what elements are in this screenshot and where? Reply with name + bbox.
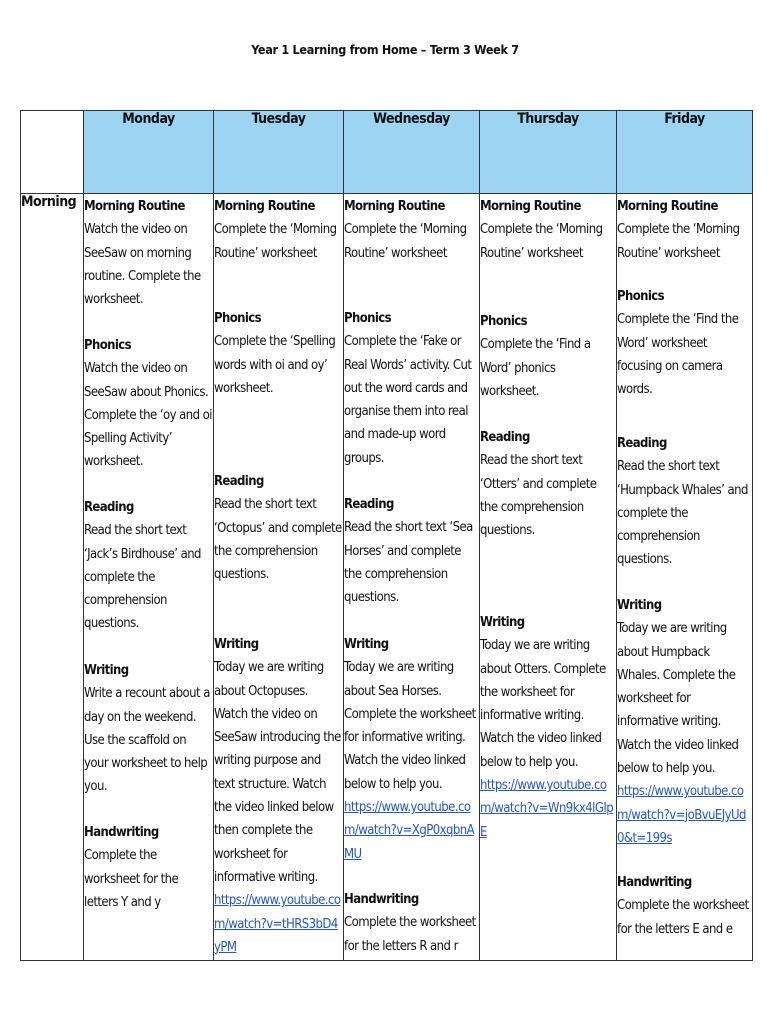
heading-morning-routine: Morning Routine — [480, 199, 581, 214]
youtube-link[interactable]: https://www.youtube.com/watch?v=Wn9kx4lGIpE — [480, 778, 614, 840]
heading-writing: Writing — [480, 615, 525, 630]
heading-writing: Writing — [617, 598, 662, 613]
task-text: Complete the ‘Find the Word’ worksheet focusing on camera words. — [617, 312, 739, 398]
cell-thursday — [480, 194, 617, 961]
task-text: Today we are writing about Sea Horses. Complete the worksheet for informative writing. Watch the video linked below to help you. — [344, 660, 476, 792]
task-text: Complete the ‘Fake or Real Words’ activity. Cut out the word cards and organise them into real and made-up word groups. — [344, 334, 472, 466]
heading-morning-routine: Morning Routine — [617, 199, 718, 214]
cell-monday — [84, 194, 214, 961]
cell-friday — [617, 194, 753, 961]
row-label-morning: Morning — [21, 194, 84, 961]
header-row — [21, 111, 753, 194]
task-text: Complete the ‘Find a Word’ phonics worksheet. — [480, 337, 591, 399]
task-text: Write a recount about a day on the weekend. Use the scaffold on your worksheet to help you. — [84, 686, 210, 795]
task-text: Read the short text ‘Otters’ and complete the comprehension questions. — [480, 453, 597, 539]
day-header-tuesday: Tuesday — [214, 111, 344, 194]
heading-reading: Reading — [617, 436, 667, 451]
youtube-link[interactable]: https://www.youtube.com/watch?v=joBvuEJyUd0&t=199s — [617, 784, 746, 846]
task-text: Read the short text ‘Humpback Whales’ and complete the comprehension questions. — [617, 459, 748, 568]
morning-row — [21, 194, 753, 961]
heading-morning-routine: Morning Routine — [84, 199, 185, 214]
youtube-link[interactable]: https://www.youtube.com/watch?v=tHRS3bD4yPM — [214, 893, 341, 955]
heading-reading: Reading — [84, 500, 134, 515]
task-text: Read the short text ‘Octopus’ and complete the comprehension questions. — [214, 497, 342, 583]
task-text: Complete the ‘Spelling words with oi and oy’ worksheet. — [214, 334, 336, 396]
task-text: Complete the ‘Morning Routine’ worksheet — [480, 222, 603, 261]
task-text: Today we are writing about Humpback Whales. Complete the worksheet for informative writing. Watch the video linked below to help you. — [617, 621, 739, 777]
task-text: Read the short text ‘Sea Horses’ and complete the comprehension questions. — [344, 520, 473, 606]
heading-reading: Reading — [480, 430, 530, 445]
task-text: Complete the ‘Morning Routine’ worksheet — [344, 222, 467, 261]
heading-phonics: Phonics — [84, 338, 131, 353]
heading-phonics: Phonics — [214, 311, 261, 326]
cell-wednesday — [344, 194, 480, 961]
heading-handwriting: Handwriting — [84, 825, 159, 840]
task-text: Complete the ‘Morning Routine’ worksheet — [617, 222, 740, 261]
task-text: Read the short text ‘Jack’s Birdhouse’ and complete the comprehension questions. — [84, 523, 201, 632]
page-title: Year 1 Learning from Home – Term 3 Week 7 — [251, 42, 519, 57]
corner-cell — [21, 111, 84, 194]
heading-writing: Writing — [344, 637, 389, 652]
task-text: Complete the worksheet for the letters R and r — [344, 915, 476, 954]
heading-morning-routine: Morning Routine — [344, 199, 445, 214]
cell-tuesday — [214, 194, 344, 961]
heading-phonics: Phonics — [480, 314, 527, 329]
task-text: Watch the video on SeeSaw on morning routine. Complete the worksheet. — [84, 222, 201, 308]
day-header-wednesday: Wednesday — [344, 111, 480, 194]
heading-morning-routine: Morning Routine — [214, 199, 315, 214]
task-text: Watch the video on SeeSaw about Phonics. Complete the ‘oy and oi Spelling Activity’ worksheet. — [84, 361, 212, 470]
heading-writing: Writing — [84, 663, 129, 678]
day-header-friday: Friday — [617, 111, 753, 194]
heading-handwriting: Handwriting — [344, 892, 419, 907]
task-text: Complete the ‘Morning Routine’ worksheet — [214, 222, 337, 261]
youtube-link[interactable]: https://www.youtube.com/watch?v=XgP0xqbnAMU — [344, 800, 475, 862]
day-header-monday: Monday — [84, 111, 214, 194]
task-text: Complete the worksheet for the letters E and e — [617, 898, 749, 937]
heading-handwriting: Handwriting — [617, 875, 692, 890]
heading-reading: Reading — [344, 497, 394, 512]
weekly-plan-table — [20, 110, 753, 961]
heading-phonics: Phonics — [617, 289, 664, 304]
heading-writing: Writing — [214, 637, 259, 652]
heading-reading: Reading — [214, 474, 264, 489]
task-text: Today we are writing about Octopuses. Watch the video on SeeSaw introducing the writing purpose and text structure. Watch the video linked below then complete the worksheet for informative writing. — [214, 660, 341, 885]
task-text: Today we are writing about Otters. Complete the worksheet for informative writing. Watch the video linked below to help you. — [480, 638, 606, 770]
task-text: Complete the worksheet for the letters Y and y — [84, 848, 179, 910]
heading-phonics: Phonics — [344, 311, 391, 326]
day-header-thursday: Thursday — [480, 111, 617, 194]
